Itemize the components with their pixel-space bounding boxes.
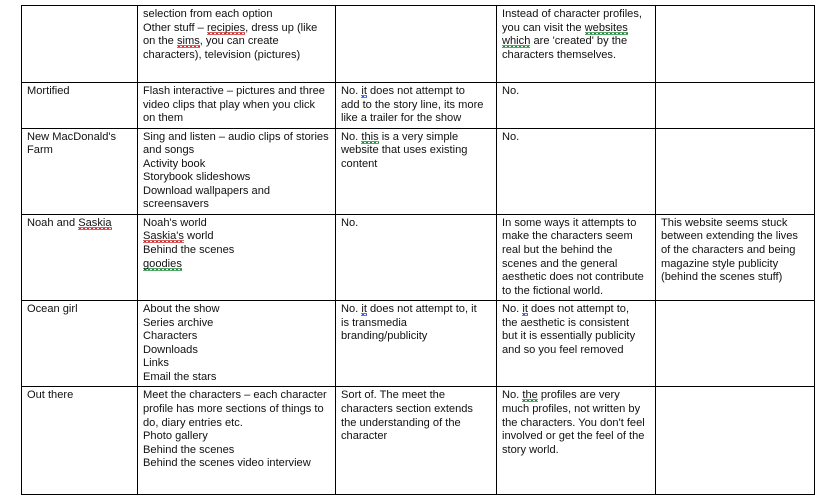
feature-line: video clips that play when you click xyxy=(143,98,316,111)
feature-line: Noah's world xyxy=(143,216,207,229)
world-line: story world. xyxy=(502,443,559,456)
cell-comments xyxy=(656,214,815,300)
feature-line: Behind the scenes xyxy=(143,244,235,257)
world-line: real but the behind the xyxy=(502,244,613,257)
show-title: New MacDonald's Farm xyxy=(27,130,117,157)
feature-line: Series archive xyxy=(143,316,214,329)
cell-extends-story xyxy=(336,214,497,300)
world-line: but it is essentially publicity xyxy=(502,330,636,343)
world-line: and so you feel removed xyxy=(502,343,624,356)
extends-line: is transmedia xyxy=(341,316,407,329)
cell-site-features xyxy=(138,301,336,387)
feature-line: Saskia's world xyxy=(143,230,214,243)
spellcheck-word: this xyxy=(361,130,379,143)
comment-line: magazine style publicity xyxy=(661,257,779,270)
extends-line: No. it does not attempt to, it xyxy=(341,303,477,316)
feature-line: characters), television (pictures) xyxy=(143,48,301,61)
cell-fictional-world xyxy=(497,301,656,387)
cell-extends-story xyxy=(336,6,497,83)
cell-show-title xyxy=(22,214,138,300)
extends-line: No. it does not attempt to xyxy=(341,85,465,97)
spellcheck-word: it xyxy=(522,303,528,316)
cell-extends-story xyxy=(336,301,497,387)
extends-line: Sort of. The meet the xyxy=(341,389,446,402)
cell-show-title xyxy=(22,128,138,214)
feature-line: Sing and listen – audio clips of stories xyxy=(143,130,329,143)
extends-line: characters section extends xyxy=(341,403,473,416)
spellcheck-word: Saskia's xyxy=(143,230,184,243)
feature-line: do, diary entries etc. xyxy=(143,416,243,429)
cell-fictional-world xyxy=(497,128,656,214)
extends-line: the understanding of the xyxy=(341,416,461,429)
extends-line: add to the story line, its more xyxy=(341,98,484,111)
feature-line: Storybook slideshows xyxy=(143,171,251,184)
extends-line: content xyxy=(341,157,378,170)
feature-line: and songs xyxy=(143,144,195,157)
feature-line: Links xyxy=(143,357,169,370)
comparison-table xyxy=(21,5,815,495)
world-line: In some ways it attempts to xyxy=(502,216,637,229)
show-title: Ocean girl xyxy=(27,303,78,316)
show-title: Mortified xyxy=(27,85,70,97)
cell-site-features xyxy=(138,83,336,129)
cell-fictional-world xyxy=(497,6,656,83)
cell-extends-story xyxy=(336,387,497,495)
show-title: Out there xyxy=(27,389,74,402)
extends-line: website that uses existing xyxy=(341,144,468,157)
world-line: to the fictional world. xyxy=(502,284,604,297)
world-line: No. xyxy=(502,85,520,97)
comment-line: between extending the lives xyxy=(661,230,798,243)
spellcheck-word: recipies xyxy=(206,21,246,34)
comment-line: of the characters and being xyxy=(661,244,796,257)
cell-comments xyxy=(656,301,815,387)
cell-show-title xyxy=(22,387,138,495)
feature-line: Flash interactive – pictures and three xyxy=(143,85,325,97)
feature-line: Activity book xyxy=(143,157,206,170)
feature-line: Behind the scenes xyxy=(143,443,235,456)
feature-line: on them xyxy=(143,112,184,125)
spellcheck-word: websites xyxy=(584,21,628,34)
cell-show-title xyxy=(22,6,138,83)
feature-line xyxy=(143,258,331,272)
world-line: which are 'created' by the xyxy=(502,35,628,48)
extends-line: branding/publicity xyxy=(341,330,428,343)
feature-line: profile has more sections of things to xyxy=(143,403,324,416)
spellcheck-word: goodies xyxy=(143,257,182,270)
cell-fictional-world xyxy=(497,214,656,300)
table-row xyxy=(22,83,815,129)
cell-show-title xyxy=(22,83,138,129)
cell-fictional-world xyxy=(497,387,656,495)
feature-line: screensavers xyxy=(143,198,209,211)
extends-line: character xyxy=(341,430,388,443)
spellcheck-word: sims xyxy=(176,35,200,48)
world-line: the characters. You don't feel xyxy=(502,416,645,429)
cell-extends-story xyxy=(336,83,497,129)
cell-comments xyxy=(656,6,815,83)
extends-line: No. xyxy=(341,216,359,229)
cell-comments xyxy=(656,387,815,495)
cell-comments xyxy=(656,83,815,129)
extends-line: No. this is a very simple xyxy=(341,130,459,143)
feature-line: Email the stars xyxy=(143,370,217,383)
table-row xyxy=(22,214,815,300)
world-line: Instead of character profiles, xyxy=(502,8,642,20)
cell-site-features xyxy=(138,387,336,495)
cell-comments xyxy=(656,128,815,214)
world-line: No. the profiles are very xyxy=(502,389,620,402)
spellcheck-word: Saskia xyxy=(78,216,112,229)
spellcheck-word: it xyxy=(361,85,367,97)
world-line: the aesthetic is consistent xyxy=(502,316,630,329)
cell-site-features xyxy=(138,214,336,300)
feature-line: Behind the scenes video interview xyxy=(143,457,311,470)
world-line: No. xyxy=(502,130,520,143)
table-row xyxy=(22,128,815,214)
world-line: aesthetic does not contribute xyxy=(502,271,644,284)
cell-show-title xyxy=(22,301,138,387)
world-line: much profiles, not written by xyxy=(502,403,641,416)
comment-line: (behind the scenes stuff) xyxy=(661,271,783,284)
feature-line: on the sims, you can create xyxy=(143,35,279,48)
feature-line: Meet the characters – each character xyxy=(143,389,327,402)
feature-line: selection from each option xyxy=(143,8,273,20)
comment-line: This website seems stuck xyxy=(661,216,788,229)
spellcheck-word: it xyxy=(361,303,367,316)
feature-line: About the show xyxy=(143,303,220,316)
cell-site-features xyxy=(138,128,336,214)
table-row xyxy=(22,387,815,495)
table-row xyxy=(22,6,815,83)
spellcheck-word: the xyxy=(522,389,538,402)
world-line: scenes and the general xyxy=(502,257,618,270)
extends-line: like a trailer for the show xyxy=(341,112,462,125)
world-line: make the characters seem xyxy=(502,230,633,243)
table-body xyxy=(22,6,815,495)
world-line: involved or get the feel of the xyxy=(502,430,645,443)
feature-line: Other stuff – recipies, dress up (like xyxy=(143,21,318,34)
feature-line: Download wallpapers and xyxy=(143,184,271,197)
cell-fictional-world xyxy=(497,83,656,129)
cell-extends-story xyxy=(336,128,497,214)
feature-line: Photo gallery xyxy=(143,430,208,443)
world-line: you can visit the websites xyxy=(502,21,628,34)
world-line: No. it does not attempt to, xyxy=(502,303,630,316)
world-line: characters themselves. xyxy=(502,48,617,61)
feature-line: Downloads xyxy=(143,343,198,356)
table-row xyxy=(22,301,815,387)
spellcheck-word: which xyxy=(502,35,531,48)
feature-line: Characters xyxy=(143,330,198,343)
cell-site-features xyxy=(138,6,336,83)
show-title: Noah and Saskia xyxy=(27,216,112,229)
